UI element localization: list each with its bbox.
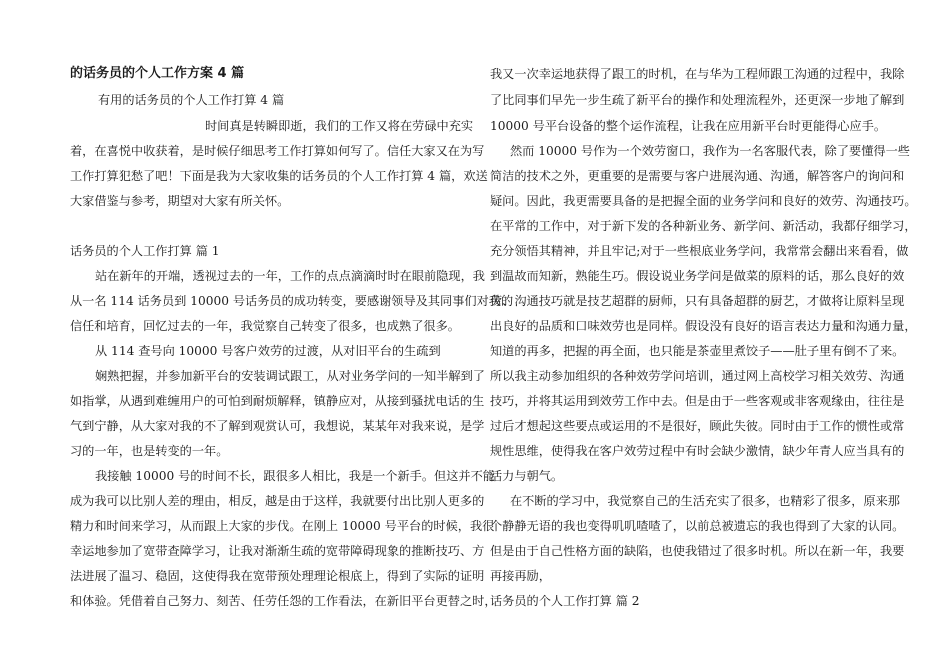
document-subtitle: 有用的话务员的个人工作打算 4 篇 [98,93,285,107]
paragraph-line: 过后才想起这些要点或运用的不是很好，顾此失彼。同时由于工作的惯性或常 [490,419,905,433]
paragraph-line: 在平常的工作中，对于新下发的各种新业务、新学问、新活动，我都仔细学习， [490,219,917,233]
paragraph-line: 但是由于自己性格方面的缺陷，也使我错过了很多时机。所以在新一年，我要 [490,544,905,558]
paragraph-line: 在不断的学习中，我觉察自己的生活充实了很多，也精彩了很多，原来那 [510,494,900,508]
paragraph-line: 出良好的品质和口味效劳也是同样。假设没有良好的语言表达力量和沟通力量， [490,319,917,333]
paragraph-line: 技巧，并将其运用到效劳工作中去。但是由于一些客观或非客观缘由，往往是 [490,394,905,408]
paragraph-line: 幸运地参加了宽带查障学习，让我对渐渐生疏的宽带障碍现象的推断技巧、方 [70,544,485,558]
section-heading: 话务员的个人工作打算 篇 1 [70,244,220,258]
paragraph-line: 着，在喜悦中收获着，是时候仔细思考工作打算如何写了。信任大家又在为写 [70,144,485,158]
paragraph-line: 再接再励， [490,569,551,583]
paragraph-line: 所以我主动参加组织的各种效劳学问培训，通过网上高校学习相关效劳、沟通 [490,369,905,383]
paragraph-line: 精力和时间来学习，从而跟上大家的步伐。在刚上 10000 号平台的时候，我很 [70,519,495,533]
paragraph-line: 工作打算犯愁了吧！下面是我为大家收集的话务员的个人工作打算 4 篇，欢送 [70,169,488,183]
paragraph-line: 简洁的技术之外，更重要的是需要与客户进展沟通、沟通，解答客户的询问和 [490,169,905,183]
paragraph-line: 活力与朝气。 [490,469,564,483]
paragraph-line: 劳、沟通技巧就是技艺超群的厨师，只有具备超群的厨艺，才做将让原料呈现 [490,294,905,308]
paragraph-line: 然而 10000 号作为一个效劳窗口，我作为一名客服代表，除了要懂得一些 [510,144,910,158]
paragraph-line: 充分领悟其精神，并且牢记;对于一些根底业务学问，我常常会翻出来看看，做 [490,244,909,258]
paragraph-line: 大家借鉴与参考，期望对大家有所关怀。 [70,194,290,208]
paragraph-line: 规性思维，使得我在客户效劳过程中有时会缺少激情，缺少年青人应当具有的 [490,444,905,458]
paragraph-line: 成为我可以比别人差的理由，相反，越是由于这样，我就要付出比别人更多的 [70,494,485,508]
paragraph-line: 信任和培育，回忆过去的一年，我觉察自己转变了很多，也成熟了很多。 [70,319,460,333]
paragraph-line: 时间真是转瞬即逝，我们的工作又将在劳碌中充实 [205,119,474,133]
paragraph-line: 我接触 10000 号的时间不长，跟很多人相比，我是一个新手。但这并不能 [95,469,495,483]
section-heading: 话务员的个人工作打算 篇 2 [490,594,640,608]
paragraph-line: 个静静无语的我也变得叽叽喳喳了，以前总被遗忘的我也得到了大家的认同。 [490,519,905,533]
paragraph-line: 到温故而知新，熟能生巧。假设说业务学问是做菜的原料的话，那么良好的效 [490,269,905,283]
paragraph-line: 从一名 114 话务员到 10000 号话务员的成功转变，要感谢领导及其同事们对我的 [70,294,514,308]
paragraph-line: 了比同事们早先一步生疏了新平台的操作和处理流程外，还更深一步地了解到 [490,93,905,107]
paragraph-line: 10000 号平台设备的整个运作流程，让我在应用新平台时更能得心应手。 [490,119,887,133]
paragraph-line: 娴熟把握，并参加新平台的安装调试跟工，从对业务学问的一知半解到了 [95,369,485,383]
paragraph-line: 习的一年，也是转变的一年。 [70,444,229,458]
paragraph-line: 疑问。因此，我更需要具备的是把握全面的业务学问和良好的效劳、沟通技巧。 [490,194,917,208]
paragraph-line: 从 114 查号向 10000 号客户效劳的过渡，从对旧平台的生疏到 [95,344,441,358]
paragraph-line: 站在新年的开端，透视过去的一年，工作的点点滴滴时时在眼前隐现，我 [95,269,485,283]
paragraph-line: 如指掌，从遇到难缠用户的可怕到耐烦解释，镇静应对，从接到骚扰电话的生 [70,394,485,408]
document-title: 的话务员的个人工作方案 4 篇 [70,66,245,81]
paragraph-line: 气到宁静，从大家对我的不了解到观赏认可，我想说，某某年对我来说，是学 [70,419,485,433]
paragraph-line: 法进展了温习、稳固，这使得我在宽带预处理理论根底上，得到了实际的证明 [70,569,485,583]
paragraph-line: 知道的再多，把握的再全面，也只能是茶壶里煮饺子——肚子里有倒不了来。 [490,344,905,358]
paragraph-line: 和体验。凭借着自己努力、刻苦、任劳任怨的工作看法，在新旧平台更替之时， [70,594,497,608]
paragraph-line: 我又一次幸运地获得了跟工的时机，在与华为工程师跟工沟通的过程中，我除 [490,67,905,81]
